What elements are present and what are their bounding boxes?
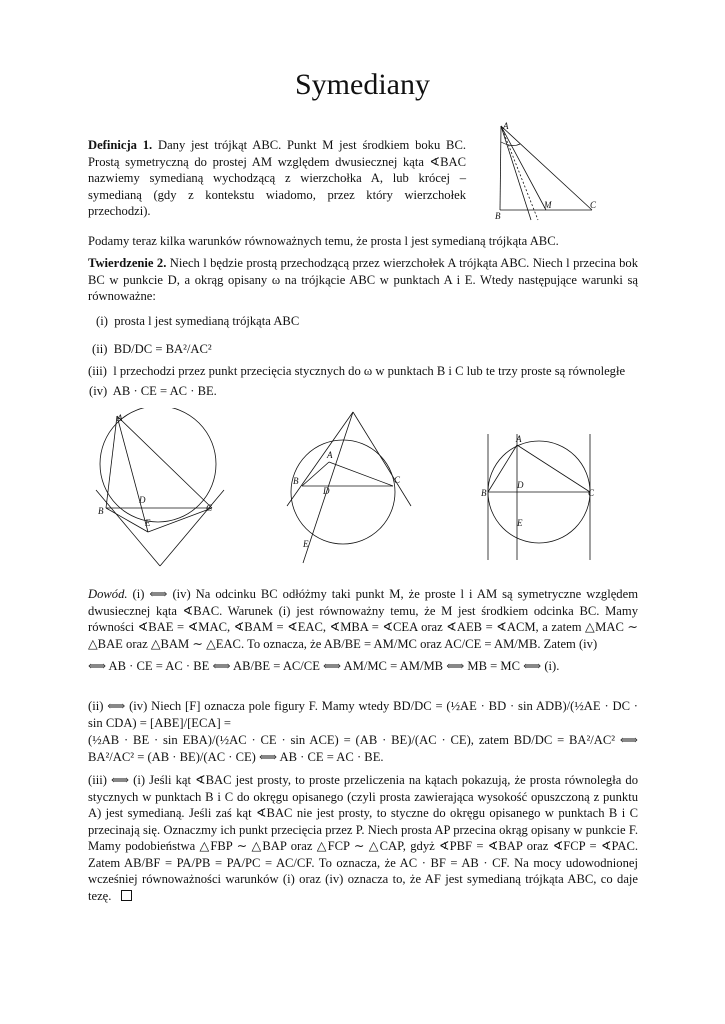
label-b: B [98, 506, 104, 516]
figure-1 [92, 408, 232, 573]
proof-paragraph-1 [88, 586, 638, 652]
theorem [88, 255, 638, 305]
figure-definition [486, 120, 606, 222]
condition-num: (iv) [89, 384, 108, 398]
label-a: A [503, 121, 509, 131]
condition-iv [89, 384, 217, 399]
side-ab [500, 126, 501, 210]
condition-i [96, 314, 299, 329]
condition-text: BD/DC = BA²/AC² [113, 342, 212, 356]
definition-label: Definicja 1. [88, 138, 153, 152]
label-c: C [590, 200, 597, 210]
definition [88, 137, 466, 220]
label-e: E [303, 539, 309, 549]
proof-paragraph-1b: ⟺ AB · CE = AC · BE ⟺ AB/BE = AC/CE ⟺ AM/MC = AM/MB ⟺ MB = MC ⟺ (i). [88, 659, 560, 673]
proof-text: (i) ⟺ (iv) Na odcinku BC odłóżmy taki punkt M, że proste l i AM są symetryczne względem dwusiecznej kąta ∢BAC. Warunek (i) jest równoważny temu, że M jest środkiem odcinka BC. Mamy równości ∢BAE = ∢MAC, ∢BAM = ∢EAC, ∢MBA = ∢CEA oraz ∢AEB = ∢ACM, a zatem △MAC ∼ △BAE oraz △BAM ∼ △EAC. To oznacza, że AB/BE = AM/MC oraz AC/CE = AM/MB. Zatem (iv) [88, 587, 638, 651]
tangent-b [287, 412, 353, 506]
label-a: A [516, 434, 522, 444]
tangent-b [96, 490, 160, 566]
proof-label: Dowód. [88, 587, 128, 601]
bisector-line [501, 126, 538, 220]
label-m: M [544, 200, 552, 210]
condition-num: (i) [96, 314, 108, 328]
condition-iii [88, 364, 625, 379]
circumcircle [100, 408, 216, 522]
theorem-text: Niech l będzie prostą przechodzącą przez wierzchołek A trójkąta ABC. Niech l przecina bok BC w punkcie D, a okrąg opisany ω na trójkącie ABC w punktach A i E. Wtedy następujące warunki są równoważne: [88, 256, 638, 303]
tangent-c [353, 412, 411, 506]
condition-text: AB · CE = AC · BE. [112, 384, 217, 398]
figure-2 [283, 408, 418, 568]
condition-num: (ii) [92, 342, 108, 356]
label-e: E [517, 518, 523, 528]
proof-paragraph-2b: (½AB · BE · sin EBA)/(½AC · CE · sin ACE) = (AB · BE)/(AC · CE), zatem BD/DC = BA²/AC² ⟺ BA²/AC² = (AB · BE)/(AC · CE) ⟺ AB · CE = AC · BE. [88, 733, 638, 764]
condition-ii [92, 342, 212, 357]
label-a: A [327, 450, 333, 460]
circumcircle [291, 440, 395, 544]
condition-num: (iii) [88, 364, 107, 378]
condition-text: prosta l jest symedianą trójkąta ABC [114, 314, 300, 328]
label-e: E [145, 518, 151, 528]
label-b: B [293, 476, 299, 486]
side-ac [517, 445, 590, 492]
condition-text: l przechodzi przez punkt przecięcia stycznych do ω w punktach B i C lub te trzy proste są równoległe [113, 364, 626, 378]
tangent-c [160, 490, 224, 566]
intro-text: Podamy teraz kilka warunków równoważnych temu, że prosta l jest symedianą trójkąta ABC. [88, 234, 559, 248]
segment-ce [148, 508, 212, 532]
qed-square [121, 890, 132, 901]
side-ab [488, 445, 517, 492]
proof-text: (iii) ⟺ (i) Jeśli kąt ∢BAC jest prosty, to proste przeliczenia na kątach pokazują, że prosta równoległa do stycznych w punktach B i C do okręgu opisanego (czyli prosta zawierająca wysokość opuszczoną z punktu A) jest symedianą. Jeśli zaś kąt ∢BAC nie jest prosty, to styczne do okręgu opisanego w punktach B i C przecinają się. Oznaczmy ich punkt przecięcia przez P. Niech prosta AP przecina okrąg opisany w punkcie F. Mamy podobieństwa △FBP ∼ △BAP oraz △FCP ∼ △CAP, gdyż ∢PBF = ∢BAP oraz ∢FCP = ∢PAC. Zatem AB/BF = PA/PB = PA/PC = AC/CF. To oznacza, że AC · BF = AB · CF. Na mocy udowodnionej wcześniej równoważności warunków (i) oraz (iv) oznacza to, że AF jest symedianą trójkąta ABC, co daje tezę. [88, 773, 638, 903]
figure-3 [480, 432, 612, 562]
line-l [117, 416, 148, 532]
side-ac [117, 416, 212, 508]
label-d: D [323, 486, 330, 496]
definition-text: Dany jest trójkąt ABC. Punkt M jest środkiem boku BC. Prostą symetryczną do prostej AM względem dwusiecznej kąta ∢BAC nazwiemy symedianą wychodzącą z wierzchołka A, lub krócej – symedianą (gdy z kontekstu wiadomo, przez który wierzchołek przechodzi). [88, 138, 466, 218]
proof-paragraph-3 [88, 772, 638, 904]
label-c: C [206, 503, 213, 513]
proof-paragraph-2: (ii) ⟺ (iv) Niech [F] oznacza pole figury F. Mamy wtedy BD/DC = (½AE · BD · sin ADB)/(½AE · DC · sin CDA) = [ABE]/[ECA] = [88, 699, 638, 730]
label-d: D [517, 480, 524, 490]
page-title: Symediany [295, 68, 430, 101]
label-c: C [588, 488, 595, 498]
side-ac [329, 462, 393, 486]
label-b: B [481, 488, 487, 498]
label-d: D [139, 495, 146, 505]
label-c: C [394, 475, 401, 485]
label-a: A [117, 413, 123, 423]
theorem-label: Twierdzenie 2. [88, 256, 167, 270]
label-b: B [495, 211, 501, 221]
